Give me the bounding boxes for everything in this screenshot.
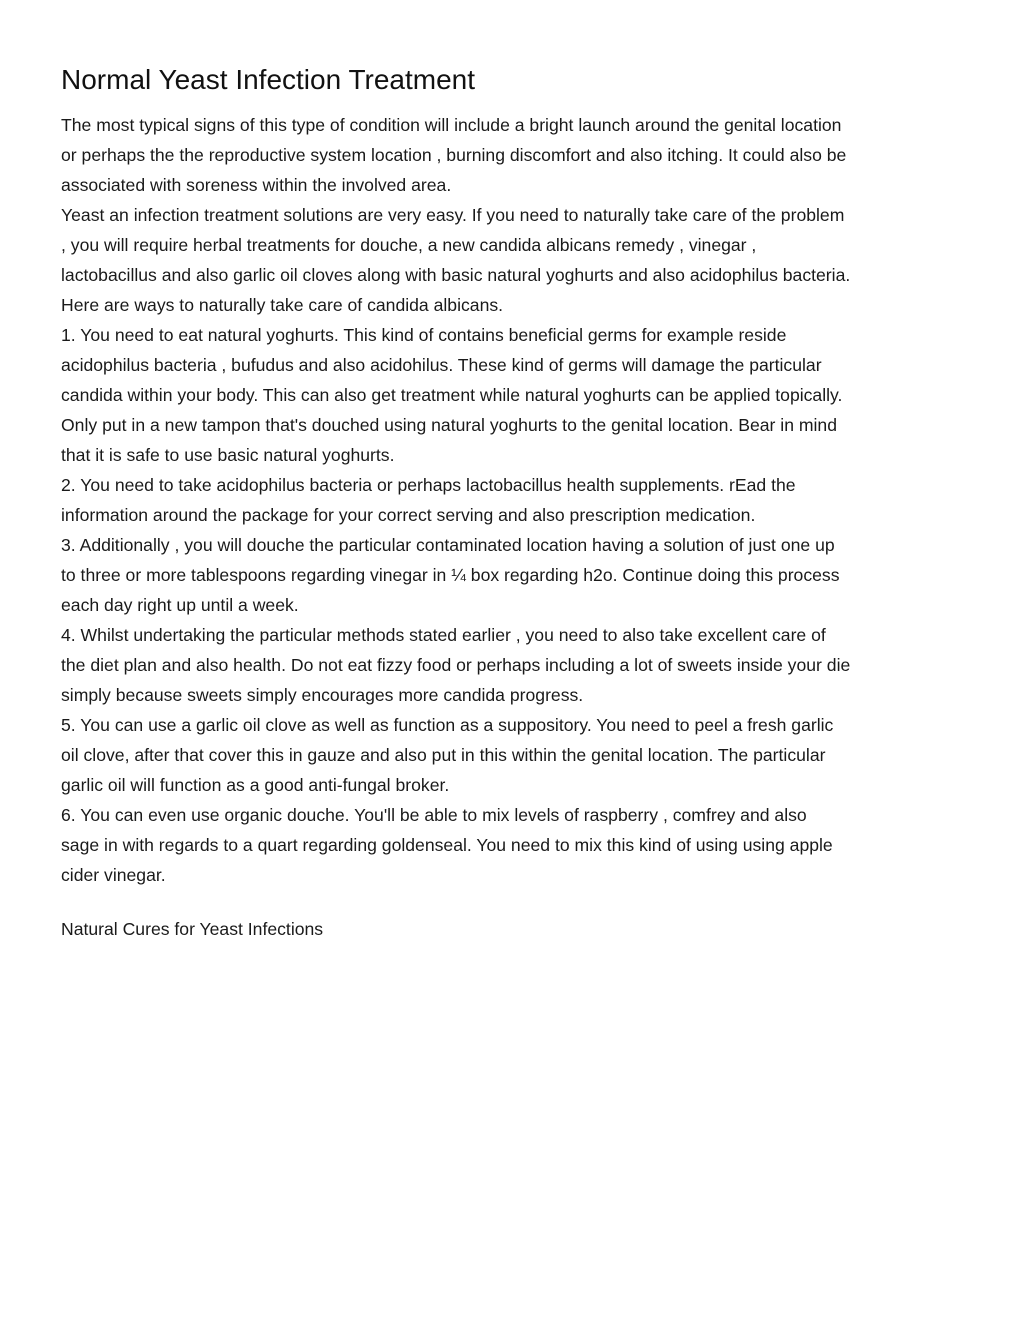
- body-line: that it is safe to use basic natural yoghurts.: [61, 445, 395, 465]
- body-line: Yeast an infection treatment solutions are very easy. If you need to naturally take care of the problem: [61, 205, 845, 225]
- body-line: cider vinegar.: [61, 865, 166, 885]
- body-text: [61, 110, 966, 890]
- body-line: lactobacillus and also garlic oil cloves along with basic natural yoghurts and also acidophilus bacteria.: [61, 265, 851, 285]
- document-page: [61, 58, 966, 944]
- body-line: The most typical signs of this type of condition will include a bright launch around the genital location: [61, 115, 842, 135]
- body-line: 3. Additionally , you will douche the particular contaminated location having a solution of just one up: [61, 535, 835, 555]
- body-line: 4. Whilst undertaking the particular methods stated earlier , you need to also take excellent care of: [61, 625, 826, 645]
- body-line: acidophilus bacteria , bufudus and also acidohilus. These kind of germs will damage the particular: [61, 355, 822, 375]
- page-title: Normal Yeast Infection Treatment: [61, 64, 475, 95]
- body-line: to three or more tablespoons regarding vinegar in ¼ box regarding h2o. Continue doing this process: [61, 565, 840, 585]
- body-line: information around the package for your correct serving and also prescription medication.: [61, 505, 756, 525]
- body-line: oil clove, after that cover this in gauze and also put in this within the genital location. The particular: [61, 745, 826, 765]
- body-line: 6. You can even use organic douche. You'll be able to mix levels of raspberry , comfrey and also: [61, 805, 807, 825]
- body-line: 5. You can use a garlic oil clove as well as function as a suppository. You need to peel a fresh garlic: [61, 715, 834, 735]
- natural-cures-link[interactable]: Natural Cures for Yeast Infections: [61, 919, 324, 939]
- body-line: candida within your body. This can also get treatment while natural yoghurts can be applied topically.: [61, 385, 843, 405]
- body-line: the diet plan and also health. Do not eat fizzy food or perhaps including a lot of sweets inside your die: [61, 655, 851, 675]
- body-line: , you will require herbal treatments for douche, a new candida albicans remedy , vinegar ,: [61, 235, 757, 255]
- body-line: sage in with regards to a quart regarding goldenseal. You need to mix this kind of using using apple: [61, 835, 833, 855]
- body-line: garlic oil will function as a good anti-fungal broker.: [61, 775, 450, 795]
- body-line: simply because sweets simply encourages more candida progress.: [61, 685, 584, 705]
- body-line: Only put in a new tampon that's douched using natural yoghurts to the genital location. Bear in mind: [61, 415, 838, 435]
- body-line: Here are ways to naturally take care of candida albicans.: [61, 295, 504, 315]
- body-line: associated with soreness within the involved area.: [61, 175, 452, 195]
- body-line: each day right up until a week.: [61, 595, 299, 615]
- body-line: or perhaps the the reproductive system location , burning discomfort and also itching. It could also be: [61, 145, 847, 165]
- body-line: 2. You need to take acidophilus bacteria or perhaps lactobacillus health supplements. rEad the: [61, 475, 796, 495]
- body-line: 1. You need to eat natural yoghurts. This kind of contains beneficial germs for example reside: [61, 325, 787, 345]
